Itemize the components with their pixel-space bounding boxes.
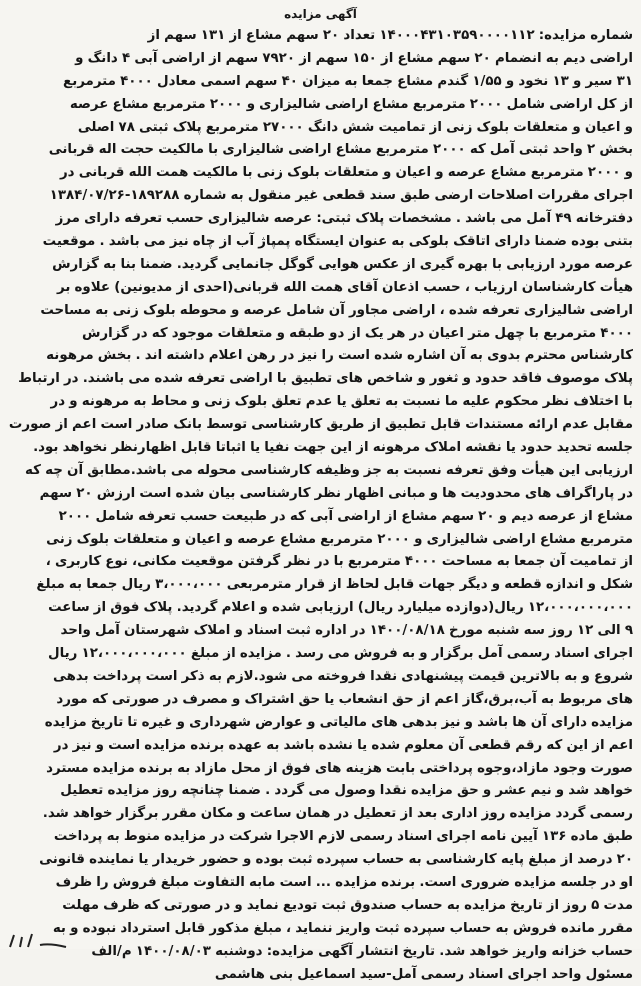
notice-line: ۳۱ سیر و ۱۳ نخود و ۱/۵۵ گندم مشاع جمعا به میزان ۴۰ سهم اسمی معادل ۴۰۰۰ مترمربع [63, 73, 633, 89]
notice-line: حساب خزانه واریز خواهد شد. تاریخ انتشار آگهی مزایده: دوشنبه ۱۴۰۰/۰۸/۰۳ م/الف [91, 943, 633, 959]
notice-line: شروع و به بالاترین قیمت پیشنهادی نقدا فروخته می شود.لازم به ذکر است پرداخت بدهی [53, 668, 633, 684]
notice-line: مقرر مانده فروش به حساب سپرده ثبت واریز ننماید ، مبلغ مذکور قابل استرداد نبوده و به [52, 920, 633, 936]
notice-line: اجرای اسناد رسمی آمل برگزار و به فروش می رسد . مزایده از مبلغ ۱۲،۰۰۰،۰۰۰،۰۰۰ ریال [47, 646, 633, 662]
notice-line: شکل و اندازه قطعه و دیگر جهات قابل لحاظ از قرار مترمربعی ۳،۰۰۰،۰۰۰ ریال جمعا به مبلغ [36, 577, 633, 593]
notice-line: بخش ۲ واحد ثبتی آمل که ۲۰۰۰ مترمربع مشاع اراضی شالیزاری با مالکیت حجت اله قربانی [48, 142, 633, 158]
notice-line: از تمامیت آن جمعا به مساحت ۴۰۰۰ مترمربع با در نظر گرفتن موقعیت مکانی، نوع کاربری ، [45, 554, 633, 570]
signature-mark [6, 931, 76, 949]
notice-line: ۹ الی ۱۲ روز سه شنبه مورخ ۱۴۰۰/۰۸/۱۸ در اداره ثبت اسناد و املاک شهرستان آمل واحد [60, 623, 633, 639]
notice-line: اجرای مقررات اصلاحات ارضی طبق سند قطعی غیر منقول به شماره ۱۸۹۲۸۸-۱۳۸۴/۰۷/۲۶ [49, 188, 633, 204]
notice-line: ۱۲،۰۰۰،۰۰۰،۰۰۰ ریال(دوازده میلیارد ریال) ارزیابی شده و اعلام گردید. پلاک فوق از ساعت [48, 600, 633, 616]
notice-line: خواهد شد و نیم عشر و حق مزایده نقدا وصول می گردد . ضمنا چنانچه روز مزایده تعطیل [60, 783, 633, 799]
notice-line: کارشناس محترم بدوی به آن اشاره شده است را نیز در رهن اعلام داشته اند . بخش مرهونه [46, 348, 633, 364]
notice-line: مزایده دارای آن ها باشد و نیز بدهی های مالیاتی و عوارض شهرداری و غیره تا تاریخ مزایده [44, 714, 633, 730]
notice-line: و اعیان و متعلقات بلوک زنی از تمامیت شش دانگ ۲۷۰۰۰ مترمربع پلاک ثبتی ۷۸ اصلی [77, 119, 633, 135]
notice-line: اعم از این که رقم قطعی آن معلوم شده یا نشده باشد به عهده برنده مزایده است و نیز در [53, 737, 633, 753]
notice-line: بتنی بوده ضمنا دارای اتاقک بلوکی به عنوان ایستگاه پمپاژ آب از چاه نیز می باشد . موقعیت [42, 234, 633, 250]
notice-line: و ۲۰۰۰ مترمربع مشاع عرصه و اعیان و متعلقات بلوک زنی با مالکیت همت الله قربانی در [59, 165, 633, 181]
notice-line: شماره مزایده: ۱۴۰۰۰۴۳۱۰۳۵۹۰۰۰۰۱۱۲ تعداد ۲۰ سهم مشاع از ۱۳۱ سهم از [147, 28, 633, 43]
notice-line: با اختلاف نظر محکوم علیه ما نسبت به تعلق یا عدم تعلق بلوک زنی و محاط به مرهونه و در [50, 394, 633, 410]
notice-line: در پاراگراف های محدودیت ها و مبانی اظهار نظر کارشناسی بیان شده است ارزش ۲۰ سهم [39, 485, 633, 501]
notice-line: اراضی شالیزاری تعرفه شده ، اراضی مجاور آن شامل عرصه و محوطه بلوک زنی به مساحت [40, 302, 633, 318]
notice-line: پلاک موصوف فاقد حدود و ثغور و شاخص های تطبیق با اراضی تعرفه شده می باشند. در ارتباط [18, 371, 633, 387]
notice-line: ۲۰ درصد از مبلغ پایه کارشناسی به حساب سپرده ثبت بوده و حضور خریدار یا نماینده قانونی [39, 852, 633, 868]
notice-body [8, 25, 633, 986]
notice-line: مترمربع مشاع اراضی شالیزاری و ۲۰۰۰ مترمربع مشاع عرصه و اعیان و متعلقات بلوک زنی [46, 531, 633, 547]
notice-line: مقابل عدم ارائه مستندات قابل تطبیق از طریق کارشناسی توسط بانک صادر است اعم از صورت [8, 417, 633, 433]
notice-line: او در جلسه مزایده ضروری است. برنده مزایده ... است مابه التفاوت مبلغ فروش را ظرف [55, 874, 633, 890]
notice-line: از کل اراضی شامل ۲۰۰۰ مترمربع مشاع اراضی شالیزاری و ۲۰۰۰ مترمربع مشاع عرصه [69, 96, 633, 112]
notice-line: رسمی گردد مزایده روز اداری بعد از تعطیل در همان ساعت و مکان مقرر برگزار خواهد شد. [42, 806, 633, 822]
notice-line: ارزیابی این هیأت وفق تعرفه نسبت به جز وظیفه کارشناسی محوله می باشد.مطابق آن چه که [25, 462, 633, 478]
notice-line: اراضی دیم به انضمام ۲۰ سهم مشاع از ۱۵۰ سهم از ۷۹۲۰ سهم از اراضی آبی ۴ دانگ و [75, 50, 633, 66]
notice-line: دفترخانه ۴۹ آمل می باشد . مشخصات پلاک ثبتی: عرصه شالیزاری حسب تعرفه دارای مرز [55, 211, 633, 227]
notice-line: صورت وجود مازاد،وجوه پرداختی بابت هزینه های فوق از محل مازاد به برنده مزایده مسترد [46, 760, 633, 776]
notice-line: مدت ۵ روز از تاریخ مزایده به حساب صندوق ثبت تودیع نماید و در صورتی که ظرف مهلت [62, 897, 633, 913]
notice-line: مشاع از عرصه دیم و ۲۰ سهم مشاع از اراضی آبی که در طبیعت حسب تعرفه شامل ۲۰۰۰ [58, 508, 633, 524]
notice-line: عرصه مورد ارزیابی با بهره گیری از عکس هوایی گوگل جانمایی گردید. ضمنا بنا به گزارش [52, 256, 633, 272]
notice-line: مسئول واحد اجرای اسناد رسمی آمل-سید اسماعیل بنی هاشمی [214, 966, 633, 982]
notice-line: ۴۰۰۰ مترمربع با چهل متر اعیان در هر یک از دو طبقه و متعلقات موجود که در گزارش [81, 325, 633, 341]
notice-line: های مربوط به آب،برق،گاز اعم از حق انشعاب یا حق اشتراک و مصرف در صورتی که مورد [56, 691, 633, 707]
notice-title: آگهی مزایده [284, 7, 357, 21]
notice-line: طبق ماده ۱۳۶ آیین نامه اجرای اسناد رسمی لازم الاجرا شرکت در مزایده منوط به پرداخت [53, 829, 633, 845]
notice-line: جلسه تحدید حدود یا نقشه املاک مرهونه از این جهت نفیا یا اثباتا قابل اظهارنظر نخواهد بود. [33, 440, 633, 456]
notice-line: هیأت کارشناسان ارزیاب ، حسب اذعان آقای همت الله قربانی(احدی از مدیونین) علاوه بر [57, 279, 633, 295]
